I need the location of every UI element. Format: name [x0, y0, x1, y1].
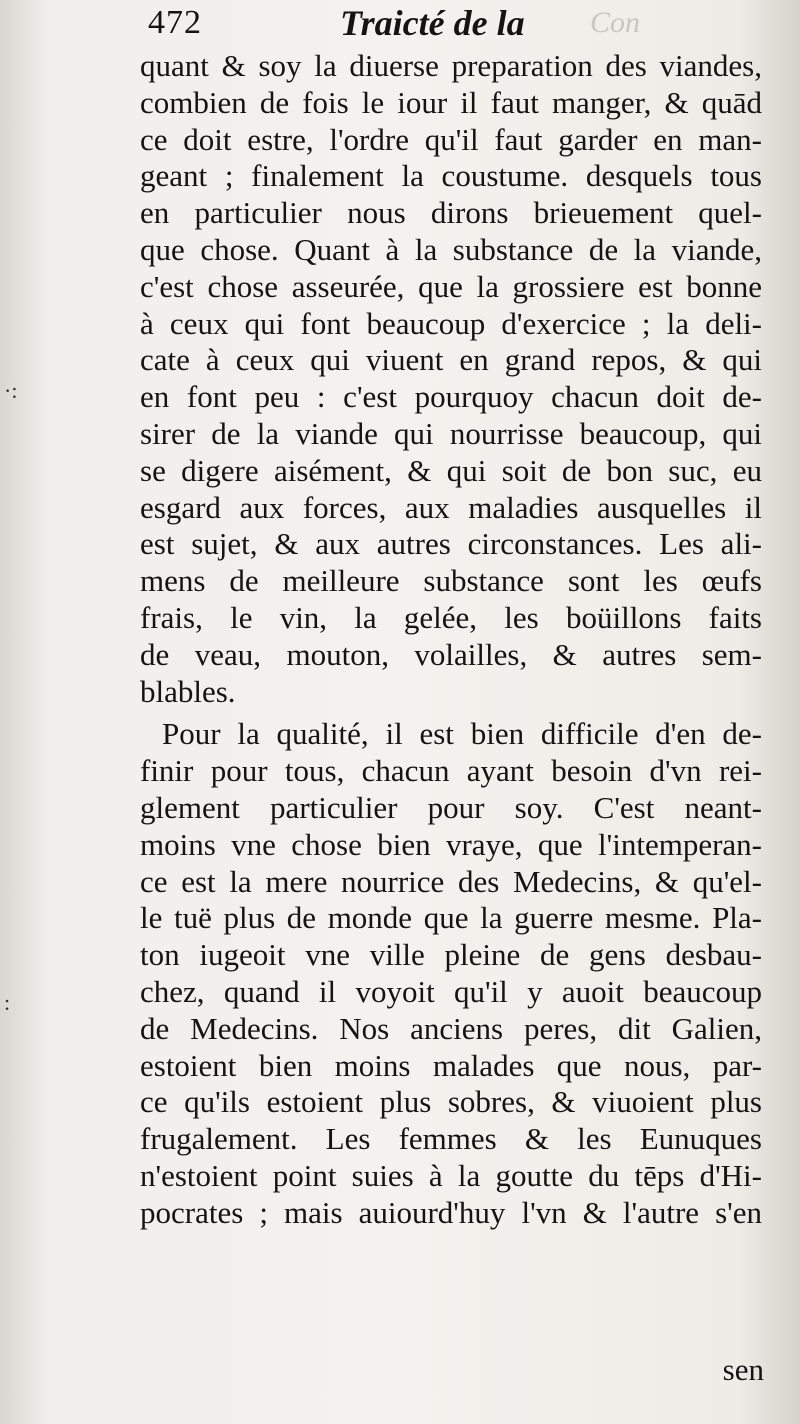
- text-line: combien de fois le iour il faut manger, & quād: [140, 84, 762, 120]
- text-line: blables.: [140, 673, 236, 709]
- text-line: frugalement. Les femmes & les Eunuques: [140, 1121, 762, 1157]
- text-line: ce est la mere nourrice des Medecins, & qu'el-: [140, 863, 762, 899]
- text-line: de Medecins. Nos anciens peres, dit Galien,: [140, 1010, 762, 1046]
- text-line: chez, quand il voyoit qu'il y auoit beaucoup: [140, 973, 762, 1009]
- text-line: frais, le vin, la gelée, les boüillons faits: [140, 599, 762, 635]
- text-line: esgard aux forces, aux maladies ausquelles il: [140, 489, 762, 525]
- text-line: n'estoient point suies à la goutte du tēps d'Hi-: [140, 1157, 762, 1193]
- text-line: quant & soy la diuerse preparation des viandes,: [140, 48, 762, 83]
- catchword: sen: [722, 1352, 764, 1387]
- running-head: Traicté de la: [340, 3, 525, 43]
- text-line: finir pour tous, chacun ayant besoin d'vn rei-: [140, 753, 762, 789]
- text-line: le tuë plus de monde que la guerre mesme. Pla-: [140, 900, 762, 936]
- margin-speck: :: [4, 990, 11, 1015]
- text-line: de veau, mouton, volailles, & autres sem-: [140, 636, 762, 672]
- bleed-through-text: Con: [590, 6, 641, 39]
- text-line: que chose. Quant à la substance de la viande,: [140, 231, 762, 267]
- text-line: à ceux qui font beaucoup d'exercice ; la deli-: [140, 305, 762, 341]
- text-line: mens de meilleure substance sont les œufs: [140, 563, 762, 599]
- text-line: ton iugeoit vne ville pleine de gens desbau-: [140, 937, 762, 973]
- text-line: ce doit estre, l'ordre qu'il faut garder en man-: [140, 121, 762, 157]
- text-line: se digere aisément, & qui soit de bon suc, eu: [140, 452, 762, 488]
- text-line: en particulier nous dirons brieuement quel-: [140, 195, 762, 231]
- paragraph-first-line: Pour la qualité, il est bien difficile d'en de-: [162, 716, 762, 752]
- text-line: moins vne chose bien vraye, que l'intemperan-: [140, 826, 762, 862]
- text-line: en font peu : c'est pourquoy chacun doit de-: [140, 379, 762, 415]
- margin-speck: ·:: [4, 378, 18, 403]
- text-line: glement particulier pour soy. C'est neant-: [140, 789, 762, 825]
- text-line: pocrates ; mais auiourd'huy l'vn & l'autre s'en: [140, 1194, 762, 1230]
- page-number: 472: [148, 4, 202, 41]
- text-line: ce qu'ils estoient plus sobres, & viuoient plus: [140, 1084, 762, 1120]
- text-line: est sujet, & aux autres circonstances. Les ali-: [140, 526, 762, 562]
- text-line: estoient bien moins malades que nous, par-: [140, 1047, 762, 1083]
- text-line: c'est chose asseurée, que la grossiere est bonne: [140, 268, 762, 304]
- body-text: [140, 48, 762, 1232]
- text-line: cate à ceux qui viuent en grand repos, & qui: [140, 342, 762, 378]
- text-line: sirer de la viande qui nourrisse beaucoup, qui: [140, 415, 762, 451]
- text-line: geant ; finalement la coustume. desquels tous: [140, 158, 762, 194]
